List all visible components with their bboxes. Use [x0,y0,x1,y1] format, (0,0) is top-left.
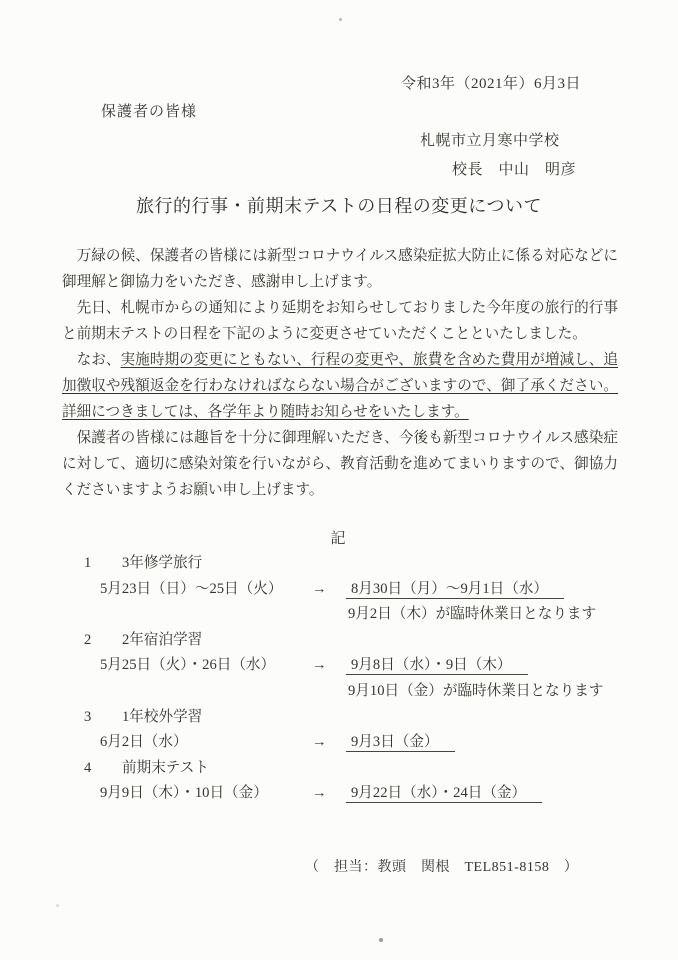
list-item-number: 3 [84,708,92,725]
list-item-note: 9月2日（木）が臨時休業日となります [348,606,597,623]
list-item-number: 1 [84,555,92,571]
paragraph-cost-note [62,347,618,425]
list-item-title [84,628,603,654]
list-item-dates [84,653,603,679]
old-date: 5月23日（日）～25日（火） [100,580,283,597]
list-item-title [84,705,603,731]
new-date: 9月8日（水）・9日（木） [346,657,528,675]
document-title: 旅行的行事・前期末テストの日程の変更について [136,196,542,216]
new-date: 9月22日（水）・24日（金） [346,785,542,803]
contact-line: （ 担当：教頭 関根 TEL851-8158 ） [305,860,579,875]
paragraph-closing: 保護者の皆様には趣旨を十分に御理解いただき、今後も新型コロナウイルス感染症に対して、適切に感染対策を行いながら、教育活動を進めてまいりますので、御協力くださいますようお願い申し上げます。 [62,430,618,498]
salutation: 保護者の皆様 [101,104,198,120]
list-item-dates [84,730,603,756]
old-date: 5月25日（火）・26日（水） [100,657,276,674]
right-arrow-icon: → [312,734,327,751]
paragraph-cost-note-underlined: 実施時期の変更にともない、行程の変更や、旅費を含めた費用が増減し、追加徴収や残額返金を行わなければならない場合がございますので、御了承ください。詳細につきましては、各学年より随時お知らせをいたします。 [62,352,618,420]
right-arrow-icon: → [312,580,327,597]
principal-name: 校長 中山 明彦 [452,162,577,178]
old-date: 9月9日（木）・10日（金） [100,785,268,802]
list-item-title [84,551,603,577]
scan-speck [339,18,342,21]
list-item-title [84,756,603,782]
list-item-name: 1年校外学習 [122,708,203,725]
paragraph-change-notice: 先日、札幌市からの通知により延期をお知らせしておりました今年度の旅行的行事と前期末テストの日程を下記のように変更させていただくことといたしました。 [62,300,618,342]
list-item-number: 4 [84,759,92,776]
right-arrow-icon: → [312,657,327,674]
new-date: 9月3日（金） [346,734,455,752]
new-date: 8月30日（月）～9月1日（水） [346,581,564,599]
list-item-name: 2年宿泊学習 [122,631,203,648]
scan-speck [56,904,59,907]
list-item-note: 9月10日（金）が臨時休業日となります [348,682,604,699]
document-date: 令和3年（2021年）6月3日 [400,76,581,92]
paragraph-cost-note-lead: なお、 [76,352,121,368]
list-item-name: 前期末テスト [122,759,209,776]
ki-marker: 記 [330,531,348,547]
list-item-dates [84,577,603,603]
list-item-dates [84,781,603,807]
paragraph-greeting: 万緑の候、保護者の皆様には新型コロナウイルス感染症拡大防止に係る対応などに御理解と御協力をいただき、感謝申し上げます。 [62,248,618,290]
scan-speck [379,938,383,942]
list-item-name: 3年修学旅行 [122,555,203,571]
list-item-number: 2 [84,631,92,648]
school-name: 札幌市立月寒中学校 [420,133,560,149]
body-text [62,243,618,503]
schedule-list [84,551,603,807]
old-date: 6月2日（水） [100,734,188,751]
right-arrow-icon: → [312,785,327,802]
